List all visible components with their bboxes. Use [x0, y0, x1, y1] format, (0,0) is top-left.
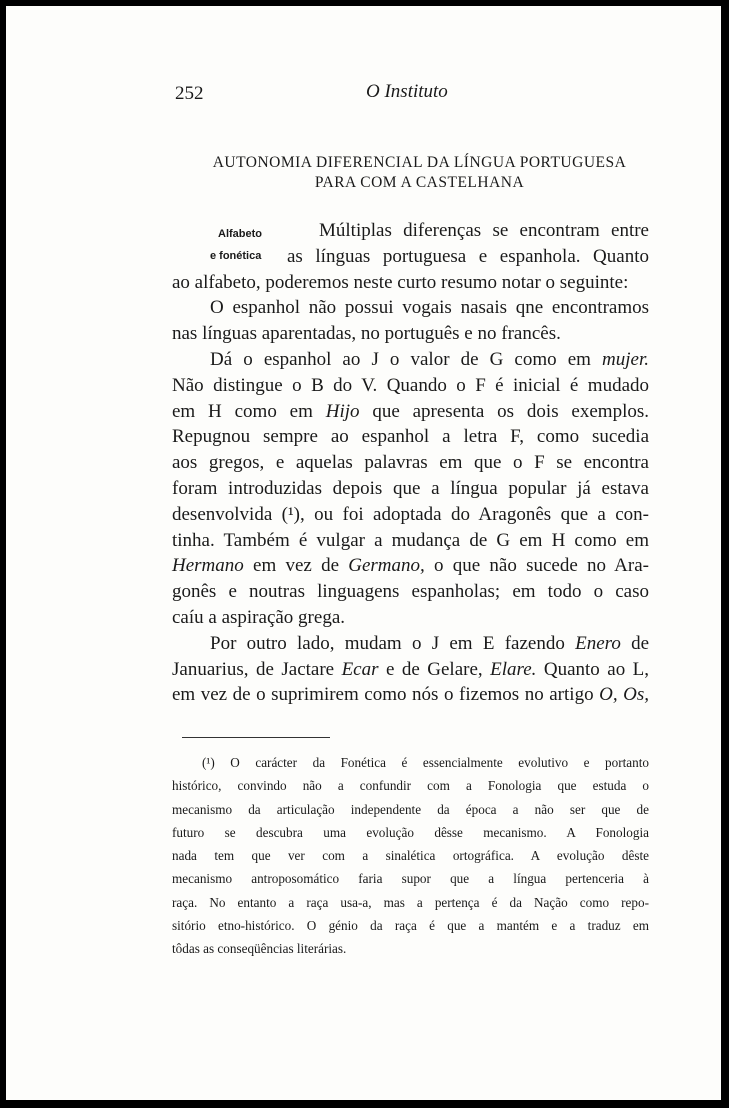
margin-note-line-1: Alfabeto	[218, 228, 262, 240]
footnote-line: sitório etno-histórico. O génio da raça é que a mantém e a traduz em	[172, 918, 649, 934]
footnote-separator	[182, 737, 330, 738]
page-number: 252	[175, 83, 204, 104]
footnote-line: futuro se descubra uma evolução dêsse mecanismo. A Fonologia	[172, 824, 649, 840]
body-line: em H como em Hijo que apresenta os dois exemplos.	[172, 400, 649, 422]
footnote-line: raça. No entanto a raça usa-a, mas a pertença é da Nação como repo-	[172, 894, 649, 910]
body-line: Januarius, de Jactare Ecar e de Gelare, Elare. Quanto ao L,	[172, 658, 650, 680]
footnote-line: mecanismo antroposomático faria supor que a língua pertenceria à	[172, 871, 649, 887]
footnote-line: tôdas as conseqüências literárias.	[172, 941, 347, 957]
footnote	[172, 751, 649, 961]
article-title	[172, 153, 667, 193]
margin-note-line-2: e fonética	[210, 250, 262, 262]
body-line: gonês e noutras linguagens espanholas; em todo o caso	[172, 581, 649, 603]
body-line: Hermano em vez de Germano, o que não sucede no Ara-	[172, 555, 649, 577]
body-line: desenvolvida (¹), ou foi adoptada do Aragonês que a con-	[172, 503, 649, 525]
body-line: ao alfabeto, poderemos neste curto resumo notar o seguinte:	[172, 271, 629, 293]
book-page	[6, 6, 721, 1100]
body-line: tinha. Também é vulgar a mudança de G em H como em	[172, 529, 649, 551]
body-line: as línguas portuguesa e espanhola. Quanto	[287, 245, 649, 267]
body-line: caíu a aspiração grega.	[172, 606, 346, 628]
body-line: Múltiplas diferenças se encontram entre	[319, 220, 649, 241]
body-line: Por outro lado, mudam o J em E fazendo Enero de	[210, 632, 650, 654]
footnote-line: nada tem que ver com a sinalética ortográfica. A evolução dêste	[172, 848, 649, 864]
body-line: Repugnou sempre ao espanhol a letra F, como sucedia	[172, 426, 649, 448]
running-title: O Instituto	[366, 81, 448, 102]
article-title-line-1: AUTONOMIA DIFERENCIAL DA LÍNGUA PORTUGUESA	[212, 154, 627, 171]
footnote-line: (¹) O carácter da Fonética é essencialmente evolutivo e portanto	[202, 755, 649, 770]
body-line: Não distingue o B do V. Quando o F é inicial é mudado	[172, 374, 649, 396]
footnote-line: mecanismo da articulação independente da época a não ser que de	[172, 801, 649, 817]
body-line: aos gregos, e aquelas palavras em que o F se encontra	[172, 452, 649, 474]
body-line: O espanhol não possui vogais nasais qne encontramos	[210, 297, 649, 319]
footnote-line: histórico, convindo não a confundir com a Fonologia que estuda o	[172, 778, 649, 794]
body-text	[172, 218, 649, 708]
body-line: foram introduzidas depois que a língua popular já estava	[172, 477, 649, 499]
body-line: Dá o espanhol ao J o valor de G como em mujer.	[210, 348, 650, 370]
body-line: nas línguas aparentadas, no português e no francês.	[172, 323, 561, 345]
article-title-line-2: PARA COM A CASTELHANA	[314, 174, 525, 191]
body-line: em vez de o suprimirem como nós o fizemos no artigo O, Os,	[172, 684, 650, 706]
